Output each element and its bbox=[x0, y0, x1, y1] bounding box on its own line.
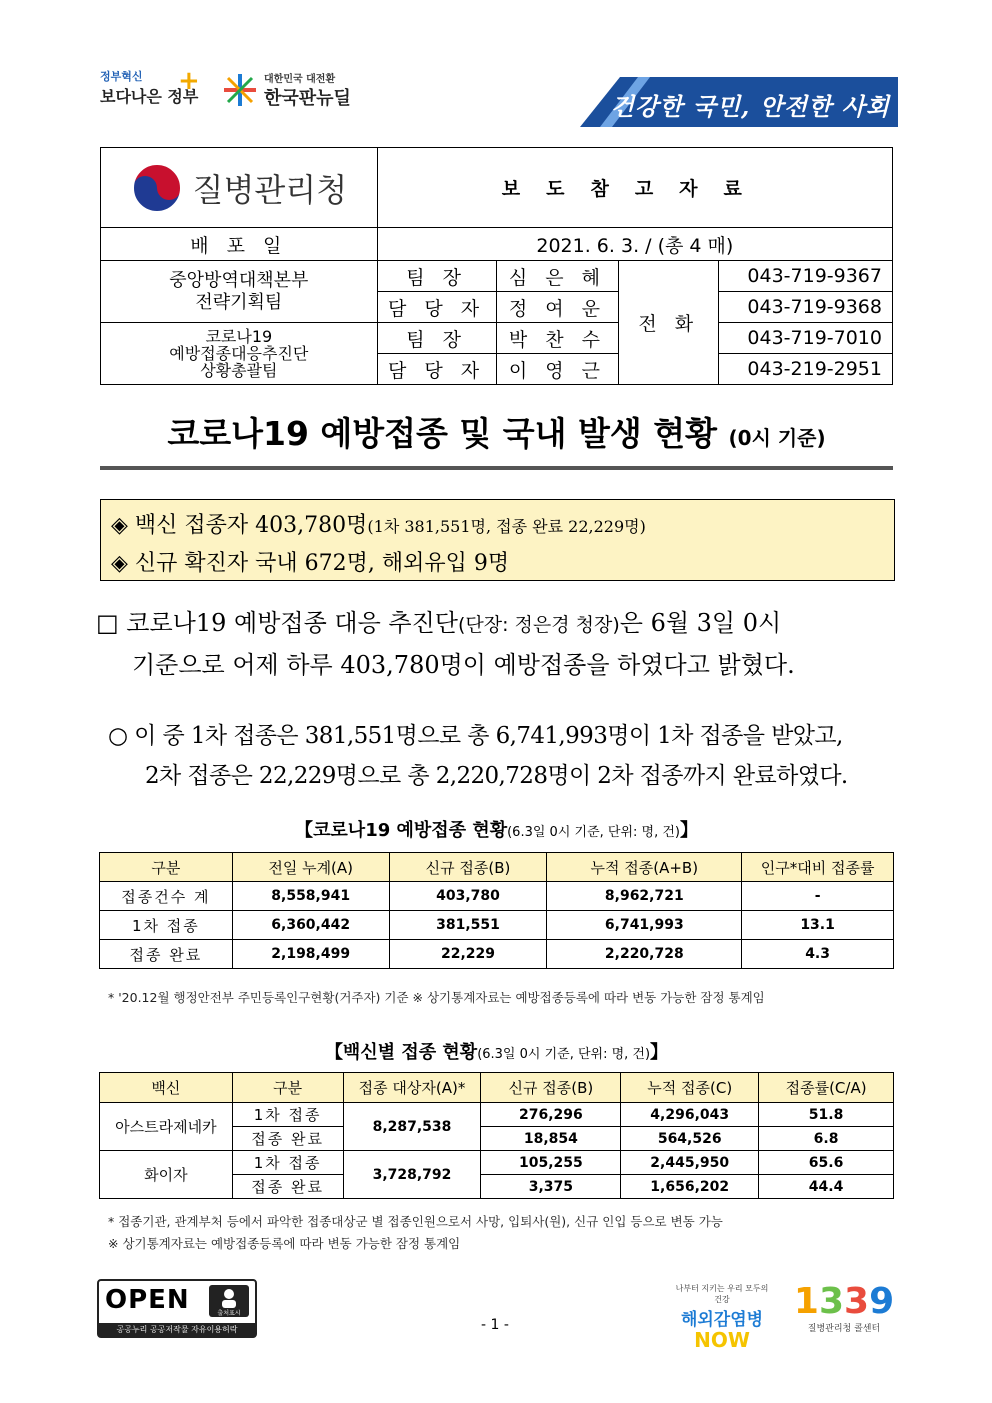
table1-cell: 4.3 bbox=[742, 940, 894, 969]
table1-cell: 403,780 bbox=[389, 882, 547, 911]
open-text: OPEN bbox=[105, 1285, 190, 1315]
body-paragraph-2: ○ 이 중 1차 접종은 381,551명으로 총 6,741,993명이 1차 접종을 받았고, bbox=[108, 723, 843, 749]
table2-header: 신규 접종(B) bbox=[481, 1073, 621, 1103]
body-paragraph-1-cont: 기준으로 어제 하루 403,780명이 예방접종을 하였다고 밝혔다. bbox=[132, 651, 795, 679]
table1-cell: 2,220,728 bbox=[547, 940, 742, 969]
table1-caption bbox=[100, 816, 893, 842]
table-row bbox=[100, 1103, 894, 1127]
page-number: - 1 - bbox=[481, 1317, 509, 1333]
taegeuk-icon bbox=[131, 162, 183, 214]
overseas-infection-now-logo bbox=[672, 1283, 772, 1352]
table1-cell: 2,198,499 bbox=[232, 940, 389, 969]
table1-header: 전일 누계(A) bbox=[232, 853, 389, 882]
table2-header: 누적 접종(C) bbox=[621, 1073, 759, 1103]
now-line1: 해외감염병 bbox=[680, 1310, 764, 1330]
attribution-icon bbox=[209, 1285, 249, 1317]
contact-name: 정 여 운 bbox=[496, 292, 619, 323]
title-sub: (0시 기준) bbox=[728, 426, 826, 450]
callcenter-1339-logo bbox=[790, 1283, 898, 1339]
table2-cell: 51.8 bbox=[759, 1103, 894, 1127]
table1-cell: 1차 접종 bbox=[100, 911, 233, 940]
table1-cell: 13.1 bbox=[742, 911, 894, 940]
phone-label: 전 화 bbox=[619, 261, 719, 385]
table1-cell: - bbox=[742, 882, 894, 911]
gov-innovation-logo bbox=[100, 68, 200, 112]
p1-part-c: 은 6월 3일 0시 bbox=[619, 609, 782, 637]
slogan-text: 건강한 국민, 안전한 사회 bbox=[610, 92, 890, 121]
summary-line2: ◈ 신규 확진자 국내 672명, 해외유입 9명 bbox=[111, 551, 510, 576]
table-row bbox=[100, 882, 894, 911]
table1-caption-end: 】 bbox=[679, 820, 698, 841]
korean-new-deal-logo bbox=[222, 70, 362, 112]
contact-name: 박 찬 수 bbox=[496, 323, 619, 354]
table2-header: 접종 대상자(A)* bbox=[343, 1073, 481, 1103]
table1-caption-main: 【코로나19 예방접종 현황 bbox=[295, 820, 508, 841]
table2-cell: 105,255 bbox=[481, 1151, 621, 1175]
contact-phone: 043-219-2951 bbox=[719, 354, 893, 385]
table2-cell: 4,296,043 bbox=[621, 1103, 759, 1127]
contact-name: 심 은 혜 bbox=[496, 261, 619, 292]
contact-role: 담 당 자 bbox=[377, 354, 496, 385]
callcenter-digits bbox=[790, 1283, 898, 1321]
open-badge-text: 출처표시 bbox=[217, 1310, 241, 1317]
vaccination-status-table bbox=[99, 852, 894, 969]
table1-note: * '20.12월 행정안전부 주민등록인구현황(거주자) 기준 ※ 상기통계자료는 예방접종등록에 따라 변동 가능한 잠정 통계임 bbox=[108, 990, 765, 1005]
press-release-type: 보도참고자료 bbox=[377, 148, 892, 228]
digit-3b: 3 bbox=[844, 1281, 870, 1322]
table2-cell: 접종 완료 bbox=[232, 1127, 343, 1151]
table-row bbox=[100, 940, 894, 969]
table2-cell: 3,375 bbox=[481, 1175, 621, 1199]
callcenter-caption: 질병관리청 콜센터 bbox=[807, 1324, 881, 1334]
table2-caption bbox=[100, 1038, 893, 1064]
table1-cell: 6,741,993 bbox=[547, 911, 742, 940]
summary-vaccinated-detail: (1차 381,551명, 접종 완료 22,229명) bbox=[367, 517, 646, 536]
table2-header: 접종률(C/A) bbox=[759, 1073, 894, 1103]
dept-vaccination: 코로나19 예방접종대응추진단 상황총괄팀 bbox=[101, 323, 378, 385]
table2-cell: 44.4 bbox=[759, 1175, 894, 1199]
table2-cell: 1차 접종 bbox=[232, 1103, 343, 1127]
gov-logo-line2: 보다나은 정부 bbox=[100, 87, 199, 106]
table-row bbox=[100, 911, 894, 940]
summary-line1 bbox=[111, 508, 646, 539]
digit-9: 9 bbox=[869, 1281, 895, 1322]
vaccine-name: 화이자 bbox=[100, 1151, 233, 1199]
table1-header: 신규 접종(B) bbox=[389, 853, 547, 882]
table1-caption-sub: (6.3일 0시 기준, 단위: 명, 건) bbox=[507, 825, 680, 840]
table2-cell: 564,526 bbox=[621, 1127, 759, 1151]
digit-3a: 3 bbox=[818, 1281, 844, 1322]
table1-cell: 접종 완료 bbox=[100, 940, 233, 969]
vaccine-target: 8,287,538 bbox=[343, 1103, 481, 1151]
table1-cell: 접종건수 계 bbox=[100, 882, 233, 911]
new-deal-line2: 한국판뉴딜 bbox=[264, 88, 351, 109]
title-divider bbox=[100, 466, 893, 470]
dept-strategy: 중앙방역대책본부 전략기획팀 bbox=[101, 261, 378, 323]
table1-header: 누적 접종(A+B) bbox=[547, 853, 742, 882]
table2-caption-sub: (6.3일 0시 기준, 단위: 명, 건) bbox=[477, 1047, 651, 1062]
table1-cell: 8,558,941 bbox=[232, 882, 389, 911]
table2-cell: 접종 완료 bbox=[232, 1175, 343, 1199]
kogl-open-license-badge bbox=[97, 1279, 257, 1338]
now-tagline: 나부터 지키는 우리 모두의 건강 bbox=[675, 1284, 769, 1304]
contact-name: 이 영 근 bbox=[496, 354, 619, 385]
table2-cell: 18,854 bbox=[481, 1127, 621, 1151]
vaccine-type-table bbox=[99, 1072, 894, 1199]
p1-part-b: (단장: 정은경 청장) bbox=[457, 614, 620, 636]
body-paragraph-2-cont: 2차 접종은 22,229명으로 총 2,220,728명이 2차 접종까지 완료하였다. bbox=[145, 763, 848, 789]
page-title bbox=[100, 408, 893, 455]
table2-cell: 2,445,950 bbox=[621, 1151, 759, 1175]
contact-role: 팀 장 bbox=[377, 323, 496, 354]
table1-cell: 8,962,721 bbox=[547, 882, 742, 911]
vaccine-name: 아스트라제네카 bbox=[100, 1103, 233, 1151]
body-paragraph-1 bbox=[96, 603, 896, 638]
table2-cell: 1,656,202 bbox=[621, 1175, 759, 1199]
table2-caption-main: 【백신별 접종 현황 bbox=[324, 1042, 478, 1063]
table2-note2: ※ 상기통계자료는 예방접종등록에 따라 변동 가능한 잠정 통계임 bbox=[108, 1236, 461, 1251]
org-logo-cell bbox=[101, 148, 378, 228]
slogan-banner bbox=[580, 77, 898, 127]
table2-caption-end: 】 bbox=[650, 1042, 669, 1063]
plus-icon: + bbox=[178, 66, 200, 96]
vaccine-target: 3,728,792 bbox=[343, 1151, 481, 1199]
table1-cell: 6,360,442 bbox=[232, 911, 389, 940]
table1-cell: 22,229 bbox=[389, 940, 547, 969]
contact-role: 팀 장 bbox=[377, 261, 496, 292]
table2-header: 백신 bbox=[100, 1073, 233, 1103]
table2-note1: * 접종기관, 관계부처 등에서 파악한 접종대상군 별 접종인원으로서 사망, 입퇴사(원), 신규 인입 등으로 변동 가능 bbox=[108, 1214, 723, 1229]
contact-role: 담 당 자 bbox=[377, 292, 496, 323]
summary-box bbox=[100, 499, 895, 581]
digit-1: 1 bbox=[793, 1281, 819, 1322]
table1-cell: 381,551 bbox=[389, 911, 547, 940]
new-deal-line1: 대한민국 대전환 bbox=[264, 74, 336, 85]
contact-phone: 043-719-9368 bbox=[719, 292, 893, 323]
table2-cell: 1차 접종 bbox=[232, 1151, 343, 1175]
release-date-value: 2021. 6. 3. / (총 4 매) bbox=[377, 228, 892, 261]
now-line2: NOW bbox=[694, 1328, 750, 1352]
table1-header: 구분 bbox=[100, 853, 233, 882]
table2-cell: 276,296 bbox=[481, 1103, 621, 1127]
open-subtext: 공공누리 공공저작물 자유이용허락 bbox=[99, 1323, 255, 1336]
release-date-label: 배 포 일 bbox=[101, 228, 378, 261]
table2-cell: 65.6 bbox=[759, 1151, 894, 1175]
table1-header: 인구*대비 접종률 bbox=[742, 853, 894, 882]
p1-part-a: □ 코로나19 예방접종 대응 추진단 bbox=[96, 609, 458, 637]
table2-header: 구분 bbox=[232, 1073, 343, 1103]
title-main: 코로나19 예방접종 및 국내 발생 현황 bbox=[167, 414, 718, 453]
table2-cell: 6.8 bbox=[759, 1127, 894, 1151]
gov-logo-line1: 정부혁신 bbox=[100, 70, 143, 83]
new-deal-star-icon bbox=[222, 72, 258, 108]
contact-phone: 043-719-9367 bbox=[719, 261, 893, 292]
summary-vaccinated: ◈ 백신 접종자 403,780명 bbox=[111, 513, 368, 538]
table-row bbox=[100, 1151, 894, 1175]
press-header-table bbox=[100, 147, 893, 385]
org-name: 질병관리청 bbox=[192, 171, 348, 208]
contact-phone: 043-719-7010 bbox=[719, 323, 893, 354]
